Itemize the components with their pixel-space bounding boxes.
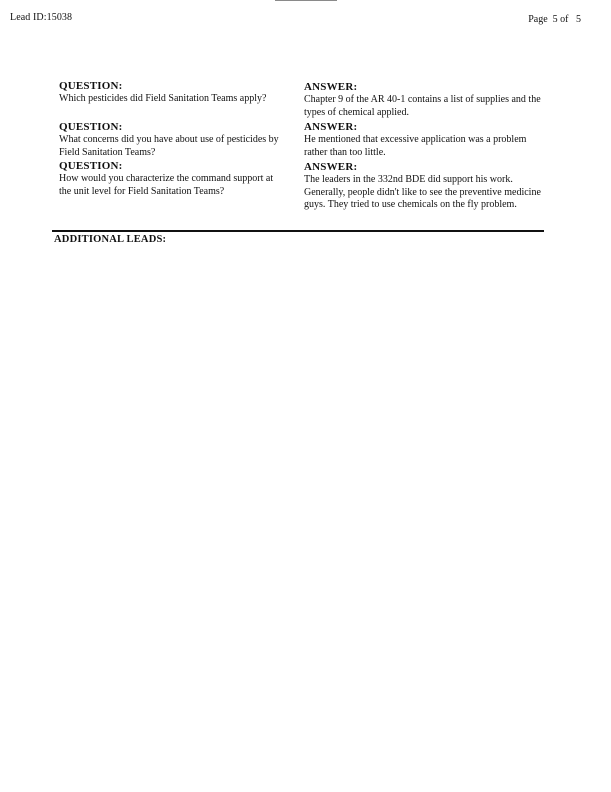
lead-id: Lead ID:15038 <box>10 12 73 23</box>
page-number <box>528 14 581 25</box>
question-label: QUESTION: <box>59 121 123 133</box>
question-3 <box>59 160 284 198</box>
question-label: QUESTION: <box>59 80 123 92</box>
answer-label: ANSWER: <box>304 81 358 93</box>
page-total: 5 <box>576 14 581 25</box>
page-current: 5 <box>552 14 558 25</box>
answer-label: ANSWER: <box>304 161 358 173</box>
question-2 <box>59 121 284 159</box>
section-divider <box>52 230 544 232</box>
question-text: What concerns did you have about use of pesticides by Field Sanitation Teams? <box>59 134 279 158</box>
question-text: Which pesticides did Field Sanitation Teams apply? <box>59 93 267 104</box>
question-1 <box>59 80 284 106</box>
answer-2 <box>304 121 544 159</box>
top-scan-mark <box>275 0 337 1</box>
question-text: How would you characterize the command support at the unit level for Field Sanitation Teams? <box>59 173 274 197</box>
answer-label: ANSWER: <box>304 121 358 133</box>
page-of: of <box>560 14 569 25</box>
question-label: QUESTION: <box>59 160 123 172</box>
answer-text: Chapter 9 of the AR 40-1 contains a list of supplies and the types of chemical applied. <box>304 94 541 118</box>
answer-3 <box>304 161 544 212</box>
answer-1 <box>304 81 544 119</box>
page-label: Page <box>528 14 548 25</box>
answer-text: He mentioned that excessive application was a problem rather than too little. <box>304 134 527 158</box>
additional-leads-heading: ADDITIONAL LEADS: <box>54 234 167 245</box>
answer-text: The leaders in the 332nd BDE did support his work. Generally, people didn't like to see the preventive medicine guys. They tried to use chemicals on the fly problem. <box>304 174 541 210</box>
